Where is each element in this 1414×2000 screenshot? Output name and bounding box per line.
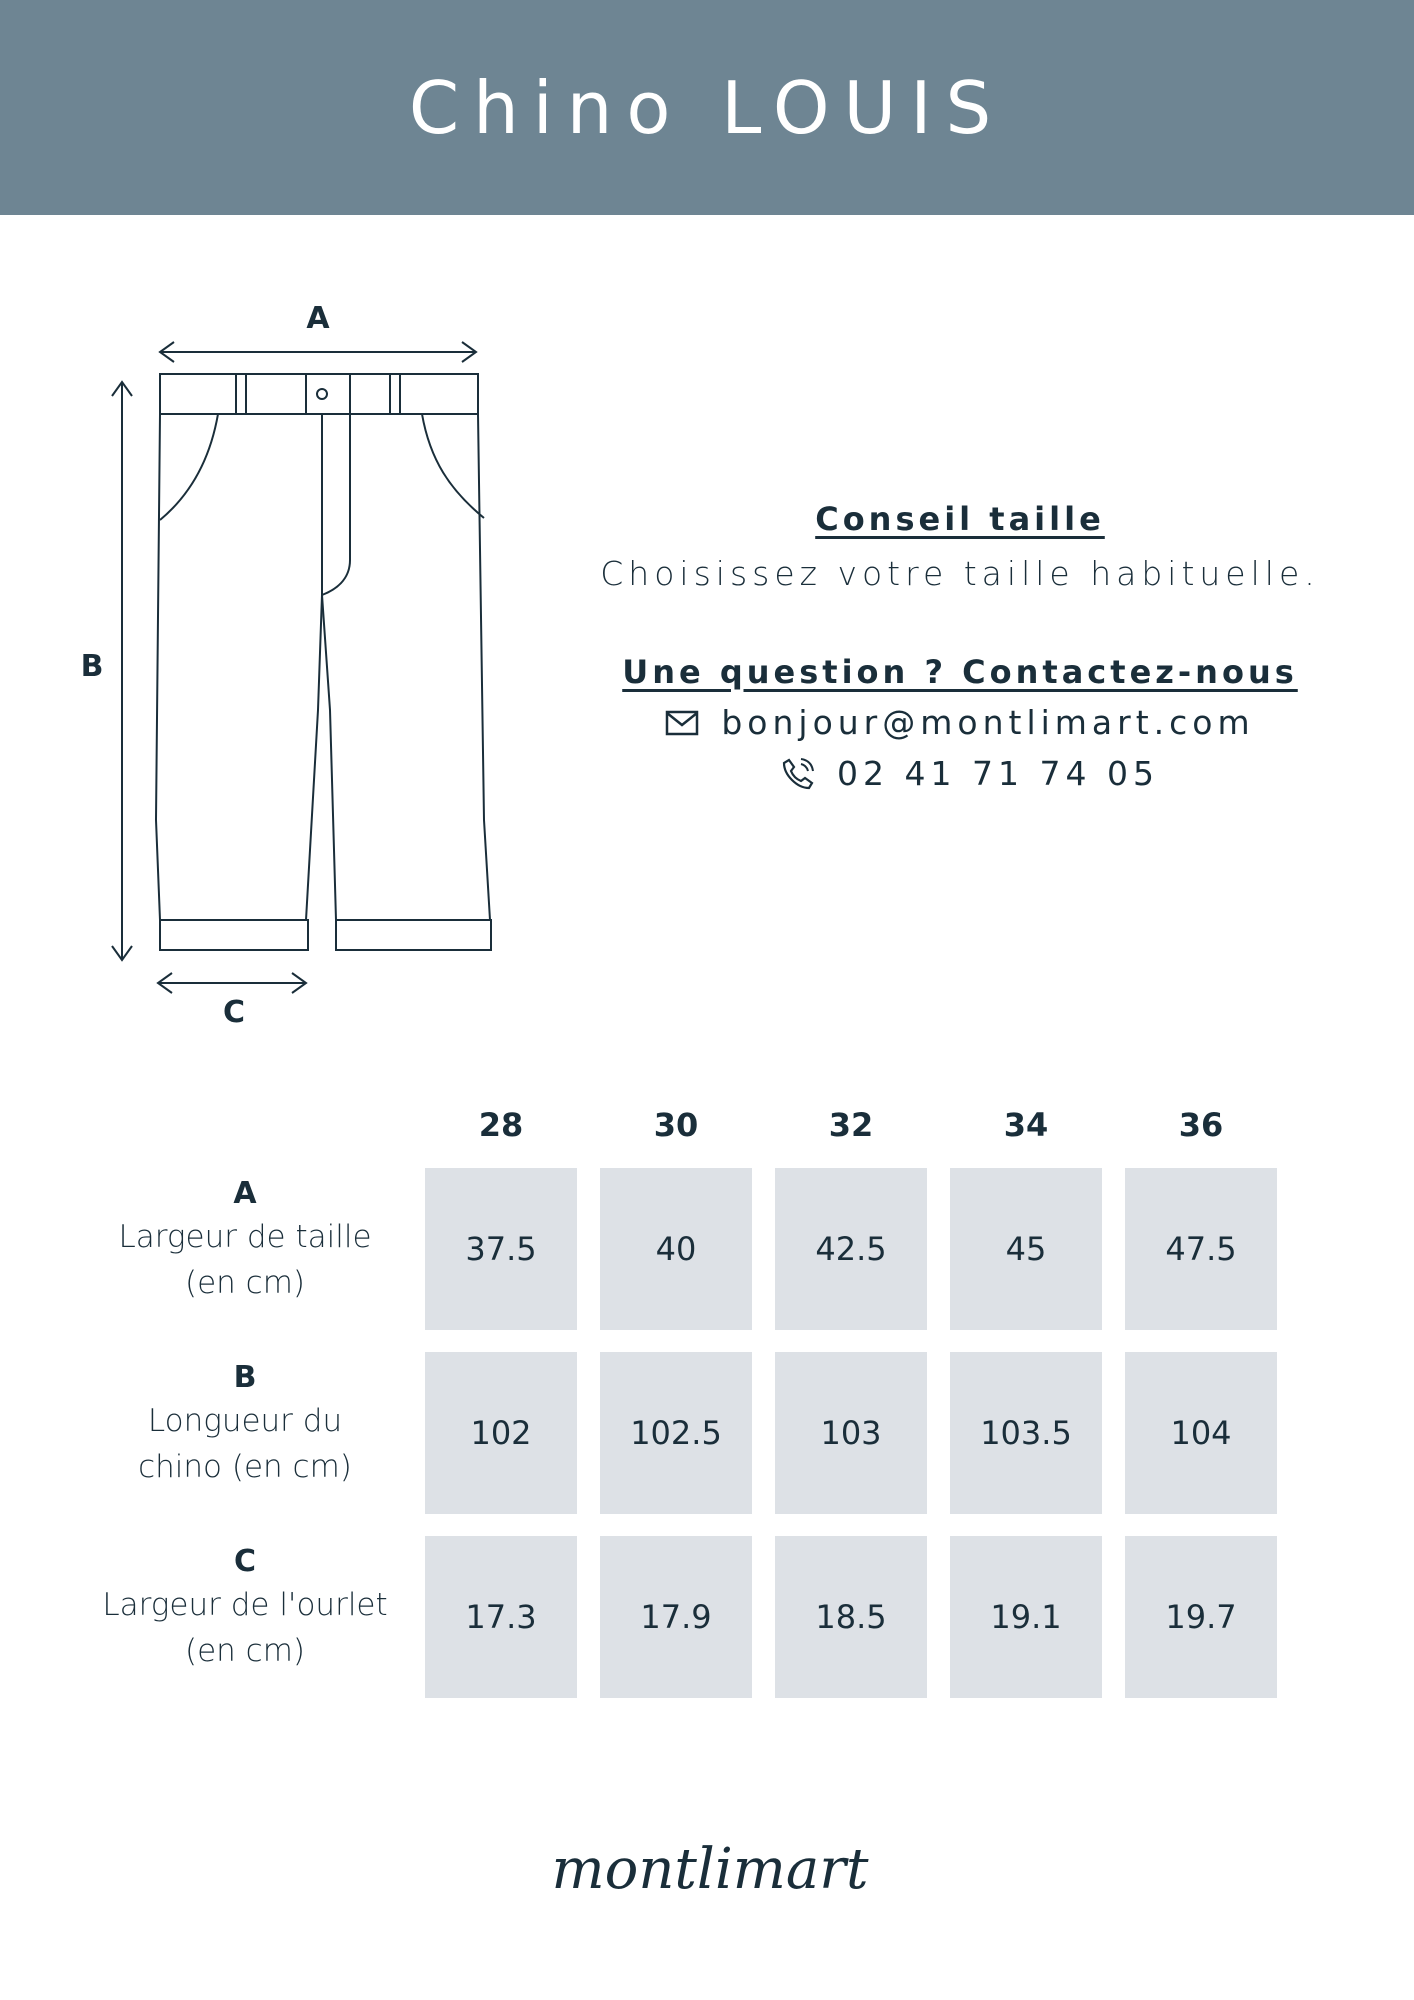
size-header: 30 — [653, 1106, 699, 1144]
brand-logo — [530, 1830, 890, 1910]
row-letter: A — [233, 1176, 257, 1211]
info-panel — [580, 500, 1340, 793]
row-desc-line2: (en cm) — [184, 1265, 305, 1301]
table-cell: 17.9 — [600, 1536, 752, 1698]
row-label — [80, 1168, 410, 1330]
mail-icon — [665, 710, 699, 736]
table-cell: 37.5 — [425, 1168, 577, 1330]
table-row-c — [0, 1536, 1414, 1698]
table-cell: 102 — [425, 1352, 577, 1514]
label-b: B — [80, 649, 104, 684]
table-cell: 42.5 — [775, 1168, 927, 1330]
size-header-row — [0, 1090, 1414, 1160]
chino-measurement-diagram — [60, 290, 520, 1050]
row-desc-line1: Largeur de taille — [118, 1219, 372, 1255]
row-label — [80, 1352, 410, 1514]
size-header: 28 — [478, 1106, 524, 1144]
email-row[interactable] — [580, 703, 1340, 742]
table-cell: 45 — [950, 1168, 1102, 1330]
page-header — [0, 0, 1414, 215]
table-cell: 19.7 — [1125, 1536, 1277, 1698]
table-cell: 18.5 — [775, 1536, 927, 1698]
phone-number[interactable]: 02 41 71 74 05 — [837, 754, 1159, 793]
table-cell: 104 — [1125, 1352, 1277, 1514]
size-header: 34 — [1003, 1106, 1049, 1144]
table-cell: 47.5 — [1125, 1168, 1277, 1330]
row-desc-line1: Largeur de l'ourlet — [102, 1587, 388, 1623]
contact-title: Une question ? Contactez-nous — [622, 653, 1298, 691]
label-c: C — [222, 995, 246, 1030]
brand-wordmark: montlimart — [551, 1837, 869, 1902]
row-desc-line2: chino (en cm) — [138, 1449, 352, 1485]
size-header: 36 — [1178, 1106, 1224, 1144]
table-cell: 40 — [600, 1168, 752, 1330]
size-advice-text: Choisissez votre taille habituelle. — [600, 554, 1320, 593]
row-letter: B — [233, 1360, 257, 1395]
row-desc-line2: (en cm) — [184, 1633, 305, 1669]
table-cell: 103 — [775, 1352, 927, 1514]
trousers-illustration — [60, 290, 520, 1050]
table-row-a — [0, 1168, 1414, 1330]
size-advice-title: Conseil taille — [815, 500, 1105, 538]
table-cell: 102.5 — [600, 1352, 752, 1514]
row-letter: C — [233, 1544, 257, 1579]
phone-icon — [781, 757, 815, 791]
table-cell: 17.3 — [425, 1536, 577, 1698]
table-row-b — [0, 1352, 1414, 1514]
page-title: Chino LOUIS — [408, 65, 1006, 150]
row-label — [80, 1536, 410, 1698]
email-link[interactable]: bonjour@montlimart.com — [721, 703, 1255, 742]
size-header: 32 — [828, 1106, 874, 1144]
table-cell: 19.1 — [950, 1536, 1102, 1698]
label-a: A — [306, 301, 330, 336]
table-cell: 103.5 — [950, 1352, 1102, 1514]
row-desc-line1: Longueur du — [147, 1403, 343, 1439]
phone-row[interactable] — [580, 754, 1340, 793]
